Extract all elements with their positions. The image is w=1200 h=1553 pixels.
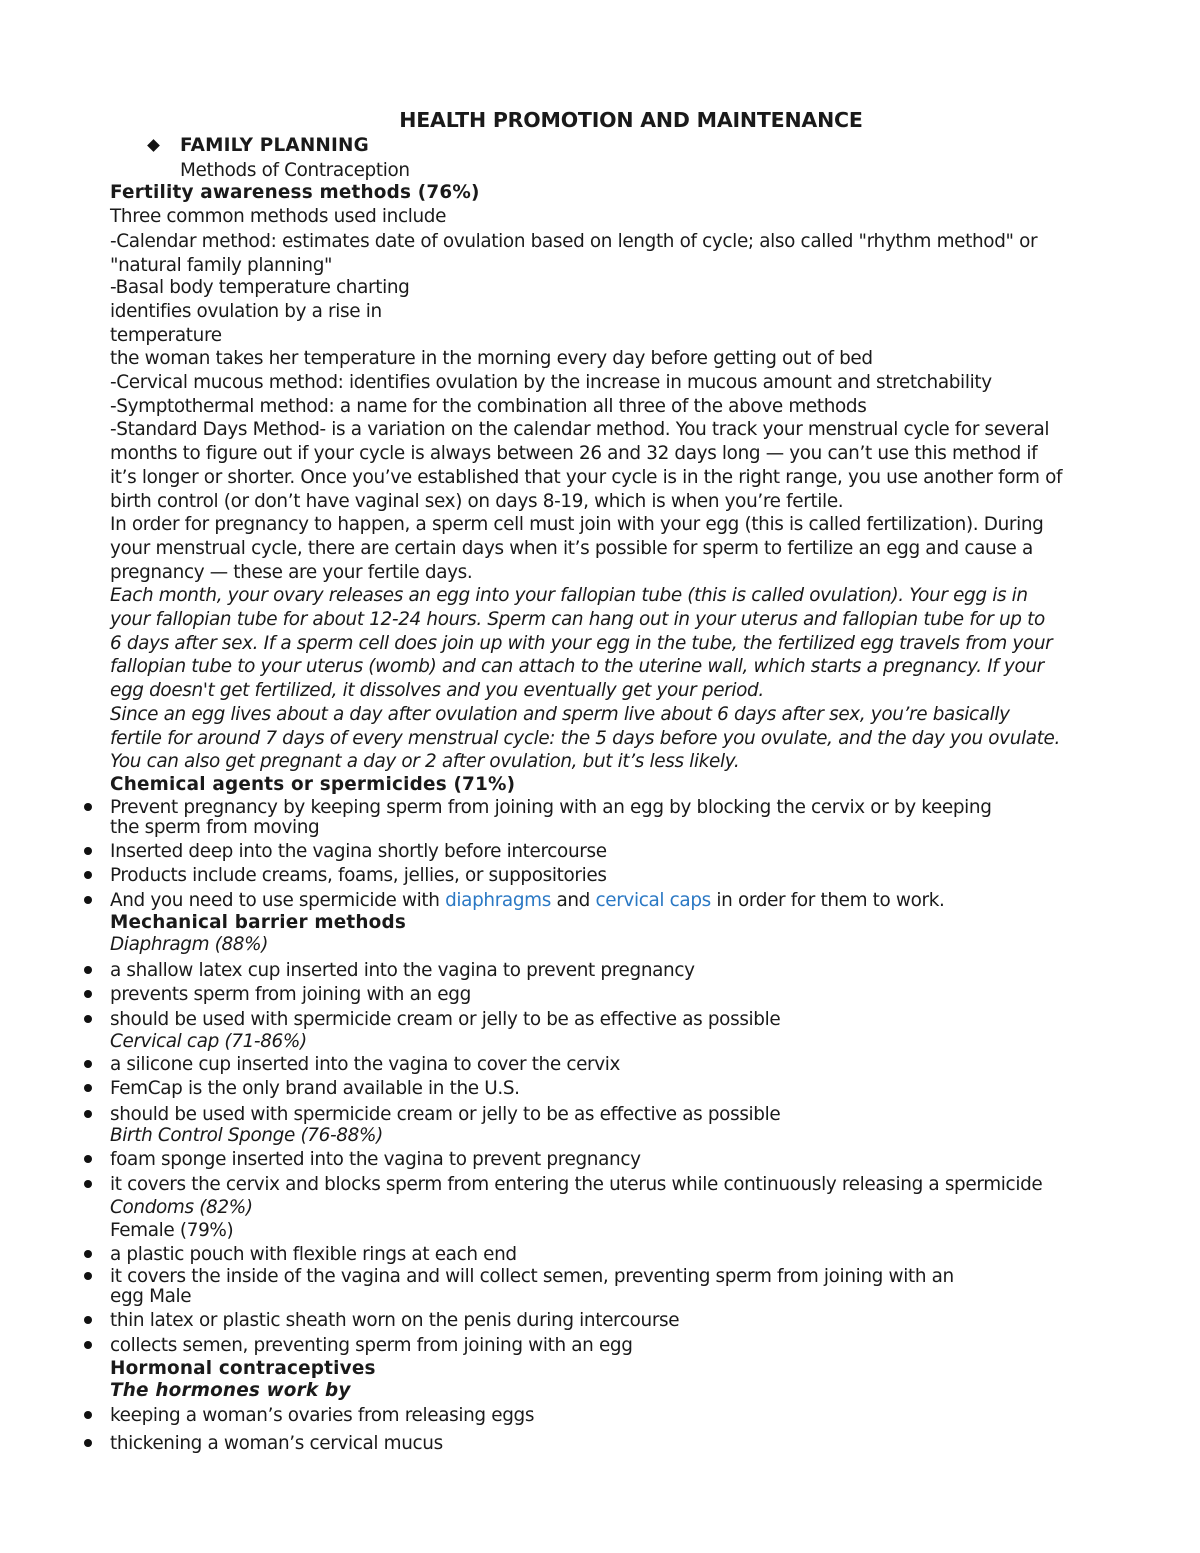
fertility-heading: Fertility awareness methods (76%) <box>110 182 480 203</box>
text-line: birth control (or don’t have vaginal sex) on days 8-19, which is when you’re fertile. <box>110 491 844 512</box>
list-item: Prevent pregnancy by keeping sperm from joining with an egg by blocking the cervix or by keeping <box>110 797 992 818</box>
list-item-text: and <box>550 890 596 911</box>
italic-text-line: You can also get pregnant a day or 2 after ovulation, but it’s less likely. <box>110 751 740 772</box>
list-item: a shallow latex cup inserted into the vagina to prevent pregnancy <box>110 960 695 981</box>
list-item: Products include creams, foams, jellies, or suppositories <box>110 865 607 886</box>
bullet-icon <box>84 1110 92 1118</box>
text-line: "natural family planning" <box>110 255 333 276</box>
text-line: the woman takes her temperature in the morning every day before getting out of bed <box>110 348 873 369</box>
bullet-icon <box>84 1250 92 1258</box>
hormonal-subheading: The hormones work by <box>110 1380 351 1401</box>
list-item: should be used with spermicide cream or jelly to be as effective as possible <box>110 1104 781 1125</box>
text-line: temperature <box>110 325 222 346</box>
list-item <box>110 889 945 912</box>
section-subheading: Methods of Contraception <box>180 160 410 181</box>
bullet-icon <box>84 1015 92 1023</box>
text-line: identifies ovulation by a rise in <box>110 301 382 322</box>
list-item: it covers the inside of the vagina and will collect semen, preventing sperm from joining with an <box>110 1266 954 1287</box>
italic-text-line: fertile for around 7 days of every menstrual cycle: the 5 days before you ovulate, and the day you ovulate. <box>110 728 1061 749</box>
condoms-heading: Condoms (82%) <box>110 1197 253 1218</box>
page-title: HEALTH PROMOTION AND MAINTENANCE <box>399 108 863 132</box>
sponge-heading: Birth Control Sponge (76-88%) <box>110 1125 383 1146</box>
list-item: collects semen, preventing sperm from joining with an egg <box>110 1335 633 1356</box>
list-item: thickening a woman’s cervical mucus <box>110 1433 443 1454</box>
mechanical-heading: Mechanical barrier methods <box>110 912 407 933</box>
chemical-heading: Chemical agents or spermicides (71%) <box>110 774 516 795</box>
list-item: should be used with spermicide cream or jelly to be as effective as possible <box>110 1009 781 1030</box>
text-line: months to figure out if your cycle is always between 26 and 32 days long — you can’t use this method if <box>110 443 1038 464</box>
bullet-icon <box>84 1439 92 1447</box>
text-line: -Standard Days Method- is a variation on the calendar method. You track your menstrual cycle for several <box>110 419 1050 440</box>
text-line: your menstrual cycle, there are certain days when it’s possible for sperm to fertilize an egg and cause a <box>110 538 1033 559</box>
female-heading: Female (79%) <box>110 1220 234 1241</box>
italic-text-line: fallopian tube to your uterus (womb) and can attach to the uterine wall, which starts a pregnancy. If your <box>110 656 1044 677</box>
diamond-bullet-icon <box>147 139 160 152</box>
section-heading: FAMILY PLANNING <box>180 135 369 156</box>
list-item-continuation: egg Male <box>110 1286 192 1307</box>
text-line: -Basal body temperature charting <box>110 277 410 298</box>
cervical-caps-link[interactable]: cervical caps <box>595 890 711 911</box>
list-item: keeping a woman’s ovaries from releasing eggs <box>110 1405 535 1426</box>
bullet-icon <box>84 1155 92 1163</box>
bullet-icon <box>84 896 92 904</box>
diaphragm-heading: Diaphragm (88%) <box>110 934 269 955</box>
bullet-icon <box>84 847 92 855</box>
list-item: foam sponge inserted into the vagina to prevent pregnancy <box>110 1149 641 1170</box>
bullet-icon <box>84 1341 92 1349</box>
text-line: In order for pregnancy to happen, a sperm cell must join with your egg (this is called fertilization). During <box>110 514 1044 535</box>
diaphragms-link[interactable]: diaphragms <box>445 890 551 911</box>
italic-text-line: Since an egg lives about a day after ovulation and sperm live about 6 days after sex, you’re basically <box>110 704 1010 725</box>
list-item: it covers the cervix and blocks sperm from entering the uterus while continuously releasing a spermicide <box>110 1174 1043 1195</box>
text-line: pregnancy — these are your fertile days. <box>110 562 473 583</box>
list-item: a plastic pouch with flexible rings at each end <box>110 1244 517 1265</box>
list-item-continuation: the sperm from moving <box>110 817 320 838</box>
list-item: a silicone cup inserted into the vagina to cover the cervix <box>110 1054 621 1075</box>
bullet-icon <box>84 990 92 998</box>
italic-text-line: egg doesn't get fertilized, it dissolves and you eventually get your period. <box>110 680 764 701</box>
list-item: prevents sperm from joining with an egg <box>110 984 471 1005</box>
hormonal-heading: Hormonal contraceptives <box>110 1358 376 1379</box>
text-line: -Cervical mucous method: identifies ovulation by the increase in mucous amount and stretchability <box>110 372 992 393</box>
cervical-cap-heading: Cervical cap (71-86%) <box>110 1031 307 1052</box>
list-item-text: in order for them to work. <box>710 890 945 911</box>
list-item-text: And you need to use spermicide with <box>110 890 446 911</box>
list-item: thin latex or plastic sheath worn on the penis during intercourse <box>110 1310 680 1331</box>
list-item: Inserted deep into the vagina shortly before intercourse <box>110 841 607 862</box>
bullet-icon <box>84 871 92 879</box>
text-line: -Calendar method: estimates date of ovulation based on length of cycle; also called "rhythm method" or <box>110 231 1038 252</box>
text-line: Three common methods used include <box>110 206 447 227</box>
bullet-icon <box>84 1180 92 1188</box>
bullet-icon <box>84 803 92 811</box>
bullet-icon <box>84 1272 92 1280</box>
text-line: it’s longer or shorter. Once you’ve established that your cycle is in the right range, you use another form of <box>110 467 1063 488</box>
italic-text-line: your fallopian tube for about 12-24 hours. Sperm can hang out in your uterus and fallopian tube for up to <box>110 609 1045 630</box>
bullet-icon <box>84 1060 92 1068</box>
list-item: FemCap is the only brand available in the U.S. <box>110 1078 520 1099</box>
bullet-icon <box>84 966 92 974</box>
bullet-icon <box>84 1411 92 1419</box>
italic-text-line: Each month, your ovary releases an egg into your fallopian tube (this is called ovulation). Your egg is in <box>110 585 1028 606</box>
italic-text-line: 6 days after sex. If a sperm cell does join up with your egg in the tube, the fertilized egg travels from your <box>110 633 1053 654</box>
text-line: -Symptothermal method: a name for the combination all three of the above methods <box>110 396 867 417</box>
bullet-icon <box>84 1316 92 1324</box>
bullet-icon <box>84 1084 92 1092</box>
